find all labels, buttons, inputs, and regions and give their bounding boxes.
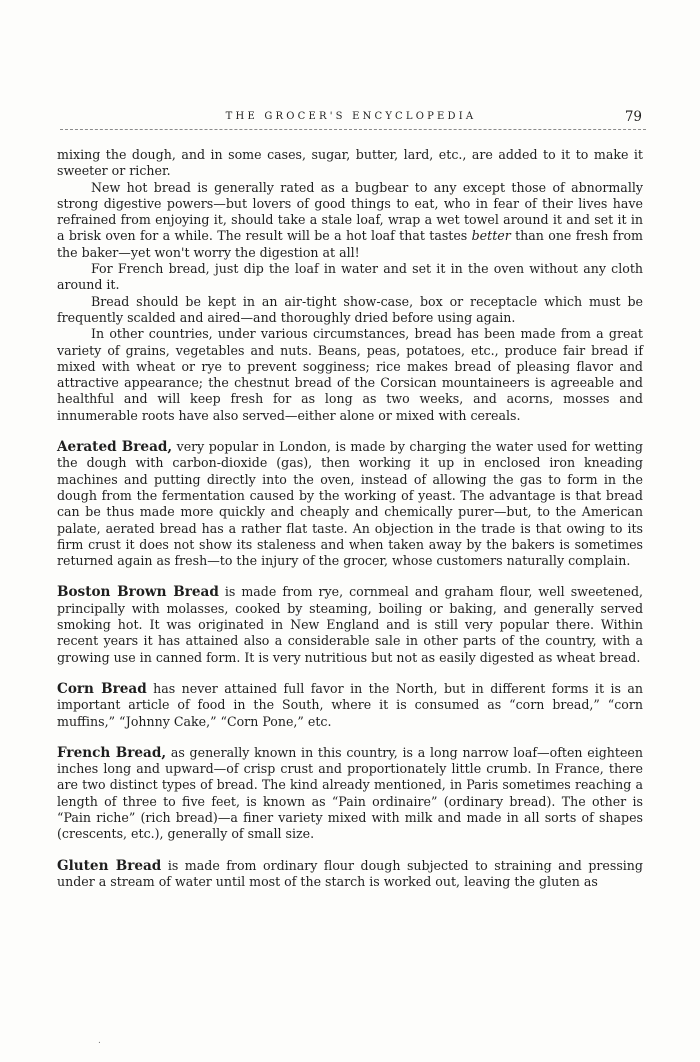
paragraph: For French bread, just dip the loaf in water and set it in the oven without any cloth around it. bbox=[57, 261, 643, 293]
page-number: 79 bbox=[624, 109, 642, 125]
entry-corn-bread bbox=[57, 681, 643, 730]
entry-text: very popular in London, is made by charging the water used for wetting the dough with carbon-dioxide (gas), then working it up in enclosed iron kneading machines and putting directly into the oven, instead of allowing the gas to form in the dough from the fermentation caused by the working of yeast. The advantage is that bread can be thus made more quickly and cheaply and chemically purer—but, to the American palate, aerated bread has a rather flat taste. An objection in the trade is that owing to its firm crust it does not show its staleness and when taken away by the bakers is sometimes returned again as fresh—to the injury of the grocer, whose customers naturally complain. bbox=[57, 439, 643, 569]
footer-mark: . bbox=[98, 1036, 101, 1046]
entry-term: Aerated Bread, bbox=[57, 439, 173, 456]
entry-term: Corn Bread bbox=[57, 680, 147, 697]
emphasis: better bbox=[471, 228, 511, 244]
header-rule bbox=[60, 129, 646, 130]
body-text bbox=[57, 147, 643, 890]
entry-text: is made from ordinary flour dough subjected to straining and pressing under a stream of water until most of the starch is worked out, leaving the gluten as bbox=[57, 857, 643, 889]
entry-term: Boston Brown Bread bbox=[57, 584, 219, 601]
entry-text: is made from rye, cornmeal and graham flour, well sweetened, principally with molasses, cooked by steaming, boiling or baking, and generally served smoking hot. It was originated in New England and is still very popular there. Within recent years it has attained also a considerable sale in other parts of the country, with a growing use in canned form. It is very nutritious but not as easily digested as wheat bread. bbox=[57, 584, 644, 665]
paragraph: In other countries, under various circumstances, bread has been made from a great variety of grains, vegetables and nuts. Beans, peas, potatoes, etc., produce fair bread if mixed with wheat or rye to prevent sogginess; rice makes bread of pleasing flavor and attractive appearance; the chestnut bread of the Corsican mountaineers is agreeable and healthful and will keep fresh for as long as two weeks, and acorns, mosses and innumerable roots have also served—either alone or mixed with cereals. bbox=[57, 326, 643, 423]
entry-aerated-bread bbox=[57, 439, 643, 569]
entry-text: as generally known in this country, is a long narrow loaf—often eighteen inches long and upward—of crisp crust and proportionately little crumb. In France, there are two distinct types of bread. The kind already mentioned, in Paris sometimes reaching a length of three to five feet, is known as “Pain ordinaire” (ordinary bread). The other is “Pain riche” (rich bread)—a finer variety mixed with milk and made in all sorts of shapes (crescents, etc.), generally of small size. bbox=[57, 744, 643, 842]
entry-gluten-bread bbox=[57, 858, 643, 891]
entry-french-bread bbox=[57, 745, 643, 843]
running-title: THE GROCER'S ENCYCLOPEDIA bbox=[225, 111, 477, 122]
entry-text: has never attained full favor in the North, but in different forms it is an important article of food in the South, where it is consumed as “corn bread,” “corn muffins,” “Johnny Cake,” “Corn Pone,” etc. bbox=[57, 680, 643, 729]
entry-term: Gluten Bread bbox=[57, 857, 162, 874]
running-head bbox=[58, 110, 644, 128]
paragraph: Bread should be kept in an air-tight show-case, box or receptacle which must be frequently scalded and aired—and thoroughly dried before using again. bbox=[57, 293, 643, 325]
paragraph: mixing the dough, and in some cases, sugar, butter, lard, etc., are added to it to make it sweeter or richer. bbox=[57, 147, 643, 179]
paragraph: New hot bread is generally rated as a bugbear to any except those of abnormally strong digestive powers—but lovers of good things to eat, who in fear of their lives have refrained from enjoying it, should take a stale loaf, wrap a wet towel around it and set it in a brisk oven for a while. The result will be a hot loaf that tastes better than one fresh from the baker—yet won't worry the digestion at all! bbox=[57, 179, 643, 260]
entry-boston-brown-bread bbox=[57, 584, 643, 665]
entry-term: French Bread, bbox=[57, 744, 167, 761]
